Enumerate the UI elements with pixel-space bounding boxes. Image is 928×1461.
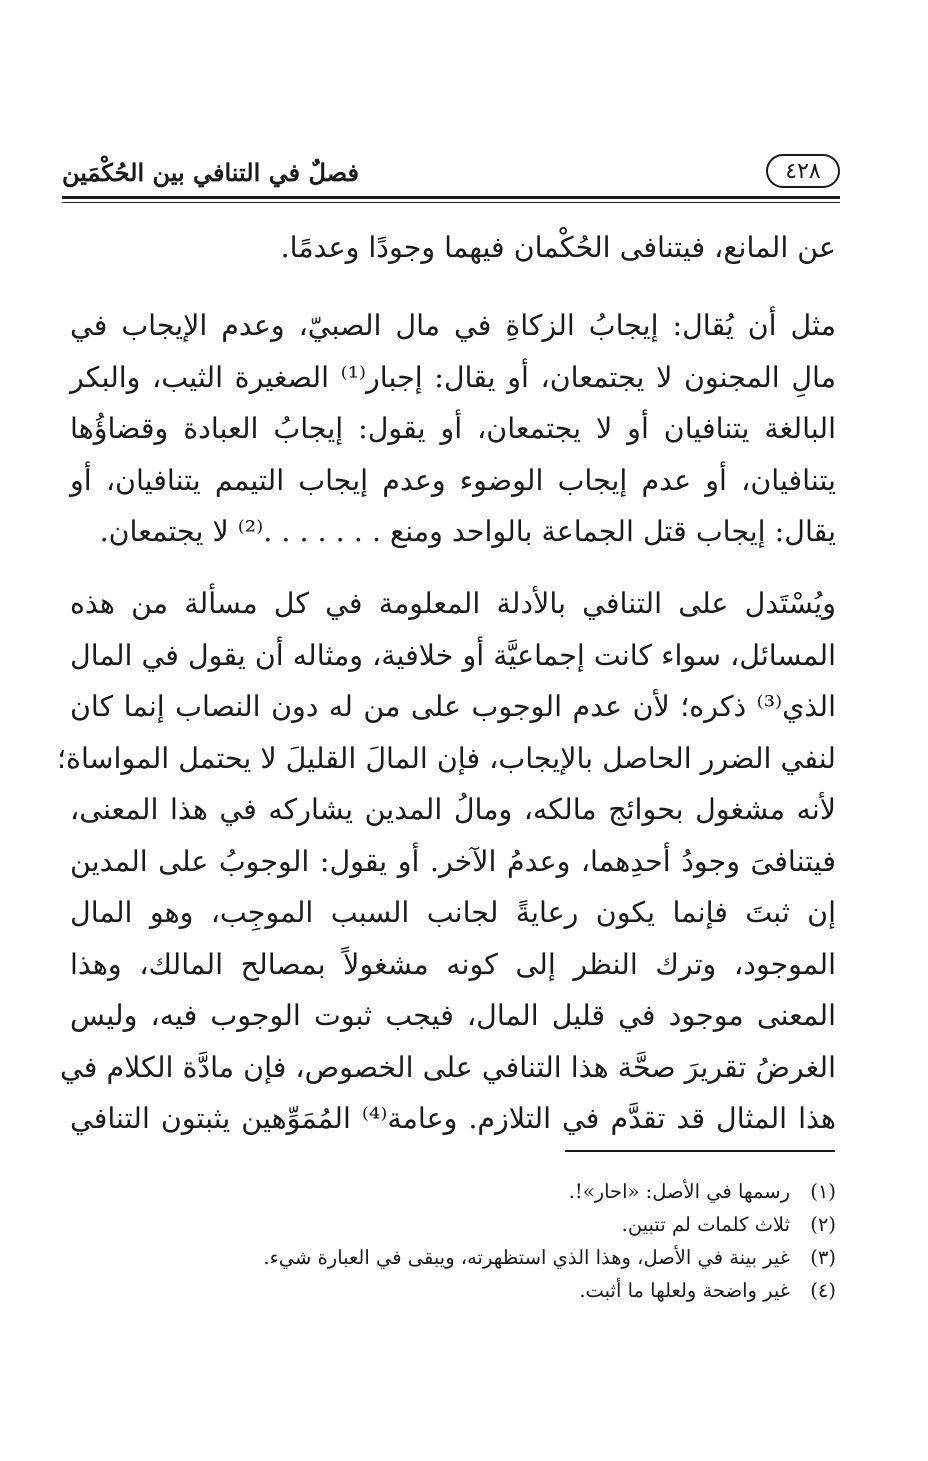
footnote-separator (565, 1150, 835, 1152)
footnote-text: رسمها في الأصل: «احار»!. (568, 1180, 790, 1203)
footnote-2 (100, 1208, 836, 1241)
text-line: الذي⁽³⁾ ذكره؛ لأن عدم الوجوب على من له دون النصاب إنما كان (70, 690, 836, 723)
footnotes (100, 1175, 836, 1307)
text-line: هذا المثال قد تقدَّم في التلازم. وعامة⁽⁴⁾ المُمَوِّهين يثبتون التنافي (70, 1102, 837, 1135)
paragraph-1 (70, 222, 836, 274)
running-header (62, 148, 840, 198)
text-line: يتنافيان، أو عدم إيجاب الوضوء وعدم إيجاب التيمم يتنافيان، أو (70, 463, 836, 497)
running-title: فصلٌ في التنافي بين الحُكْمَين (62, 158, 359, 187)
footnote-4 (100, 1274, 836, 1307)
text-line: المعنى موجود في قليل المال، فيجب ثبوت الوجوب فيه، وليس (70, 999, 836, 1032)
footnote-marker: (٣) (810, 1246, 836, 1269)
header-rule-thin (62, 202, 840, 203)
footnote-marker: (٤) (810, 1279, 836, 1302)
text-line: إن ثبتَ فإنما يكون رعايةً لجانب السبب الموجِب، وهو المال (70, 896, 836, 929)
footnote-text: غير واضحة ولعلها ما أثبت. (579, 1279, 790, 1302)
text-line: عن المانع، فيتنافى الحُكْمان فيهما وجودًا وعدمًا. (280, 231, 836, 264)
text-line: الغرضُ تقريرَ صحَّة هذا التنافي على الخصوص، فإن مادَّة الكلام في (60, 1050, 836, 1084)
header-rule (62, 196, 840, 199)
page-number: ٤٢٨ (785, 158, 821, 184)
text-line: مالِ المجنون لا يجتمعان، أو يقال: إجبار⁽¹⁾ الصغيرة الثيب، والبكر (70, 360, 836, 394)
footnote-text: ثلاث كلمات لم تتبين. (621, 1213, 790, 1236)
footnote-marker: (٢) (810, 1213, 836, 1236)
paragraph-2 (70, 300, 836, 558)
text-line: ويُسْتَدل على التنافي بالأدلة المعلومة في كل مسألة من هذه (70, 587, 836, 620)
text-line: البالغة يتنافيان أو لا يجتمعان، أو يقول: إيجابُ العبادة وقضاؤُها (70, 412, 836, 445)
text-line: فيتنافىَ وجودُ أحدِهما، وعدمُ الآخر. أو يقول: الوجوبُ على المدين (70, 844, 836, 878)
text-line: لأنه مشغول بحوائج مالكه، ومالُ المدين يشاركه في هذا المعنى، (70, 793, 836, 826)
text-line: مثل أن يُقال: إيجابُ الزكاةِ في مال الصبيّ، وعدم الإيجاب في (70, 309, 836, 342)
text-line: يقال: إيجاب قتل الجماعة بالواحد ومنع . . . . . . .⁽²⁾ لا يجتمعان. (99, 515, 836, 548)
footnote-1 (100, 1175, 836, 1208)
footnote-text: غير بينة في الأصل، وهذا الذي استظهرته، ويبقى في العبارة شيء. (263, 1246, 790, 1269)
footnote-marker: (١) (810, 1180, 836, 1203)
footnote-3 (100, 1241, 836, 1274)
text-line: المسائل، سواء كانت إجماعيَّة أو خلافية، ومثاله أن يقول في المال (70, 638, 836, 672)
page-number-badge (766, 154, 840, 188)
text-line: لنفي الضرر الحاصل بالإيجاب، فإن المالَ القليلَ لا يحتمل المواساة؛ (56, 741, 836, 775)
paragraph-3 (56, 578, 837, 1145)
text-line: الموجود، وترك النظر إلى كونه مشغولاً بمصالح المالك، وهذا (70, 947, 836, 981)
